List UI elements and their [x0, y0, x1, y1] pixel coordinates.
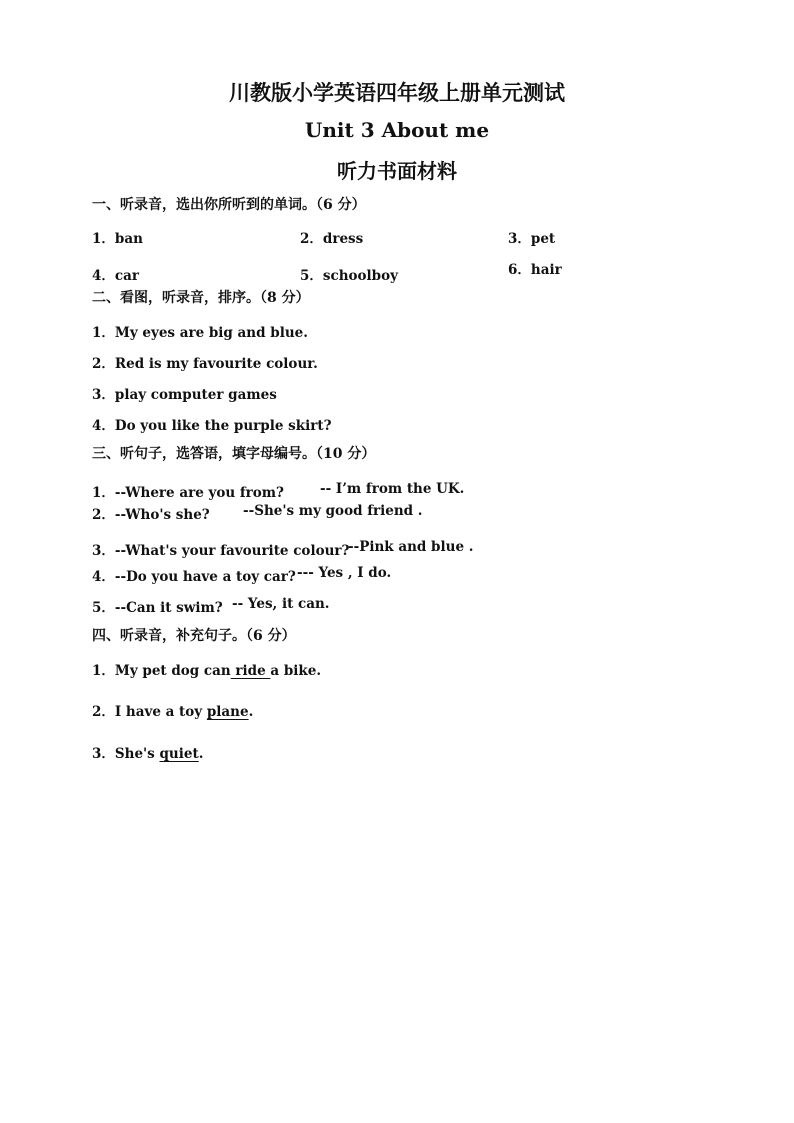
fill-sentence: [92, 659, 321, 679]
unit-title: Unit 3 About me: [304, 118, 490, 142]
section-2-heading: 二、看图，听录音，排序。（8 分）: [92, 290, 310, 306]
sentence-text: .: [198, 746, 204, 762]
sentence-item: 3．play computer games: [92, 387, 277, 403]
filled-answer: plane: [206, 704, 249, 720]
word-item: 6．hair: [508, 262, 562, 278]
sentence-item: 2．Red is my favourite colour.: [92, 356, 318, 372]
dialogue-question: 3．--What's your favourite colour?: [92, 543, 350, 559]
sentence-text: a bike.: [270, 663, 322, 679]
filled-answer: quiet: [159, 746, 199, 762]
sentence-text: 2．I have a toy: [92, 704, 207, 720]
dialogue-answer: --She's my good friend .: [243, 503, 423, 519]
word-item: 4．car: [92, 268, 139, 284]
sentence-item: 1．My eyes are big and blue.: [92, 325, 308, 341]
word-item: 3．pet: [508, 231, 556, 247]
dialogue-answer: --Pink and blue .: [348, 539, 474, 555]
dialogue-question: 5．--Can it swim?: [92, 600, 223, 616]
fill-sentence: [92, 700, 253, 720]
dialogue-answer: --- Yes , I do.: [297, 565, 392, 581]
dialogue-answer: -- I’m from the UK.: [320, 481, 465, 497]
dialogue-question: 4．--Do you have a toy car?: [92, 569, 296, 585]
sentence-text: 3．She's: [92, 746, 160, 762]
section-3-heading: 三、听句子，选答语，填字母编号。（10 分）: [92, 446, 376, 462]
fill-sentence: [92, 742, 203, 762]
dialogue-answer: -- Yes, it can.: [232, 596, 330, 612]
section-4-heading: 四、听录音，补充句子。（6 分）: [92, 628, 296, 644]
dialogue-question: 1．--Where are you from?: [92, 485, 284, 501]
sentence-text: 1．My pet dog can: [92, 663, 231, 679]
section-1-heading: 一、听录音，选出你所听到的单词。（6 分）: [92, 197, 366, 213]
filled-answer: ride: [230, 663, 271, 679]
dialogue-question: 2．--Who's she?: [92, 507, 210, 523]
word-item: 1．ban: [92, 231, 143, 247]
sentence-text: .: [248, 704, 254, 720]
word-item: 5．schoolboy: [300, 268, 398, 284]
sentence-item: 4．Do you like the purple skirt?: [92, 418, 332, 434]
document-title: 川教版小学英语四年级上册单元测试: [229, 80, 565, 105]
word-item: 2．dress: [300, 231, 364, 247]
document-subtitle: 听力书面材料: [337, 159, 457, 183]
